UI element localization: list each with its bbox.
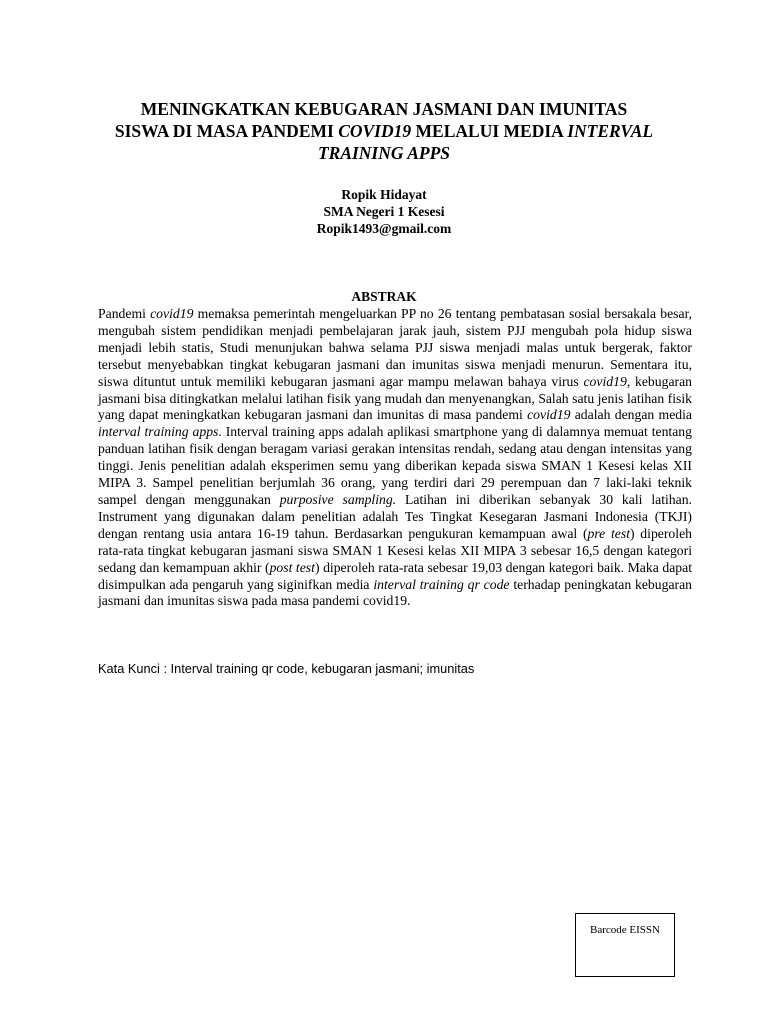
abstract-text: terhadap peningkatan kebugaran jasmani dan imunitas siswa pada masa pandemi covid19.: [98, 576, 693, 609]
abstract-italic: purposive sampling.: [279, 491, 397, 507]
barcode-label: Barcode EISSN: [590, 924, 660, 936]
abstract-text: Pandemi: [98, 306, 151, 321]
paper-title: [90, 98, 678, 164]
author-email: Ropik1493@gmail.com: [316, 221, 452, 236]
abstract-italic: post test: [269, 559, 315, 575]
abstract-text: Latihan ini diberikan sebanyak 30 kali latihan. Instrument yang digunakan dalam penelitian adalah Tes Tingkat Kesegaran Jasmani Indonesia (TKJI) dengan rentang usia antara 16-19 tahun. Berdasarkan pengukuran kemampuan awal (: [98, 491, 692, 541]
author-name: Ropik Hidayat: [341, 187, 427, 202]
title-line-1: MENINGKATKAN KEBUGARAN JASMANI DAN IMUNITAS: [140, 99, 628, 119]
title-line-2-text: SISWA DI MASA PANDEMI: [114, 121, 339, 141]
abstract-italic: covid19,: [583, 373, 631, 389]
keywords-line: Kata Kunci : Interval training qr code, kebugaran jasmani; imunitas: [98, 661, 475, 676]
abstract-italic: interval training apps: [98, 424, 219, 440]
title-interval-italic: INTERVAL: [567, 121, 654, 141]
abstract-text: ) diperoleh rata-rata tingkat kebugaran jasmani siswa SMAN 1 Kesesi kelas XII MIPA 3 sebesar 16,5 dengan kategori sedang dan kemampuan akhir (: [98, 525, 692, 575]
abstract-text: . Interval training apps adalah aplikasi smartphone yang di dalamnya memuat tentang panduan latihan fisik dengan beragam variasi gerakan intensitas rendah, sedang atau dengan intensitas yang tinggi. Jenis penelitian adalah eksperimen semu yang diberikan kepada siswa SMAN 1 Kesesi kelas XII MIPA 3. Sampel penelitian berjumlah 36 orang, yang terdiri dari 29 perempuan dan 7 laki-laki teknik sampel dengan menggunakan: [98, 424, 692, 507]
abstract-text: adalah dengan media: [570, 407, 692, 423]
author-block: [0, 186, 768, 237]
abstract-text: memaksa pemerintah mengeluarkan PP no 26 tentang pembatasan sosial bersakala besar, mengubah sistem pendidikan menjadi pembelajaran jarak jauh, sistem PJJ mengubah pola hidup siswa menjadi lebih statis, Studi menunjukan bahwa selama PJJ siswa menjadi malas untuk bergerak, faktor tersebut menyebabkan tingkat kebugaran jasmani dan imunitas siswa menjadi menurun. Sementara itu, siswa dituntut untuk memiliki kebugaran jasmani agar mampu melawan bahaya virus: [98, 306, 693, 389]
abstract-italic: covid19: [150, 306, 194, 321]
title-line-2-mid: MELALUI MEDIA: [411, 121, 568, 141]
abstract-italic: pre test: [587, 525, 630, 541]
title-training-apps-italic: TRAINING APPS: [317, 143, 451, 163]
abstract-heading: ABSTRAK: [351, 289, 417, 304]
title-line-2: [90, 120, 678, 142]
title-covid-italic: COVID19: [338, 121, 412, 141]
barcode-eissn-box: [575, 913, 675, 977]
abstract-italic: covid19: [527, 407, 571, 423]
abstract-text: ) diperoleh rata-rata sebesar 19,03 dengan kategori baik. Maka dapat disimpulkan ada pengaruh yang siginifkan media: [98, 559, 692, 592]
abstract-italic: interval training qr code: [373, 576, 510, 592]
title-line-3: [90, 142, 678, 164]
abstract-text: kebugaran jasmani bisa ditingkatkan melalui latihan fisik yang mudah dan menyenangkan, Salah satu jenis latihan fisik yang dapat meningkatkan kebugaran jasmani dan imunitas di masa pandemi: [98, 373, 692, 423]
author-affiliation: SMA Negeri 1 Kesesi: [323, 204, 445, 219]
abstract-body: [98, 306, 692, 610]
